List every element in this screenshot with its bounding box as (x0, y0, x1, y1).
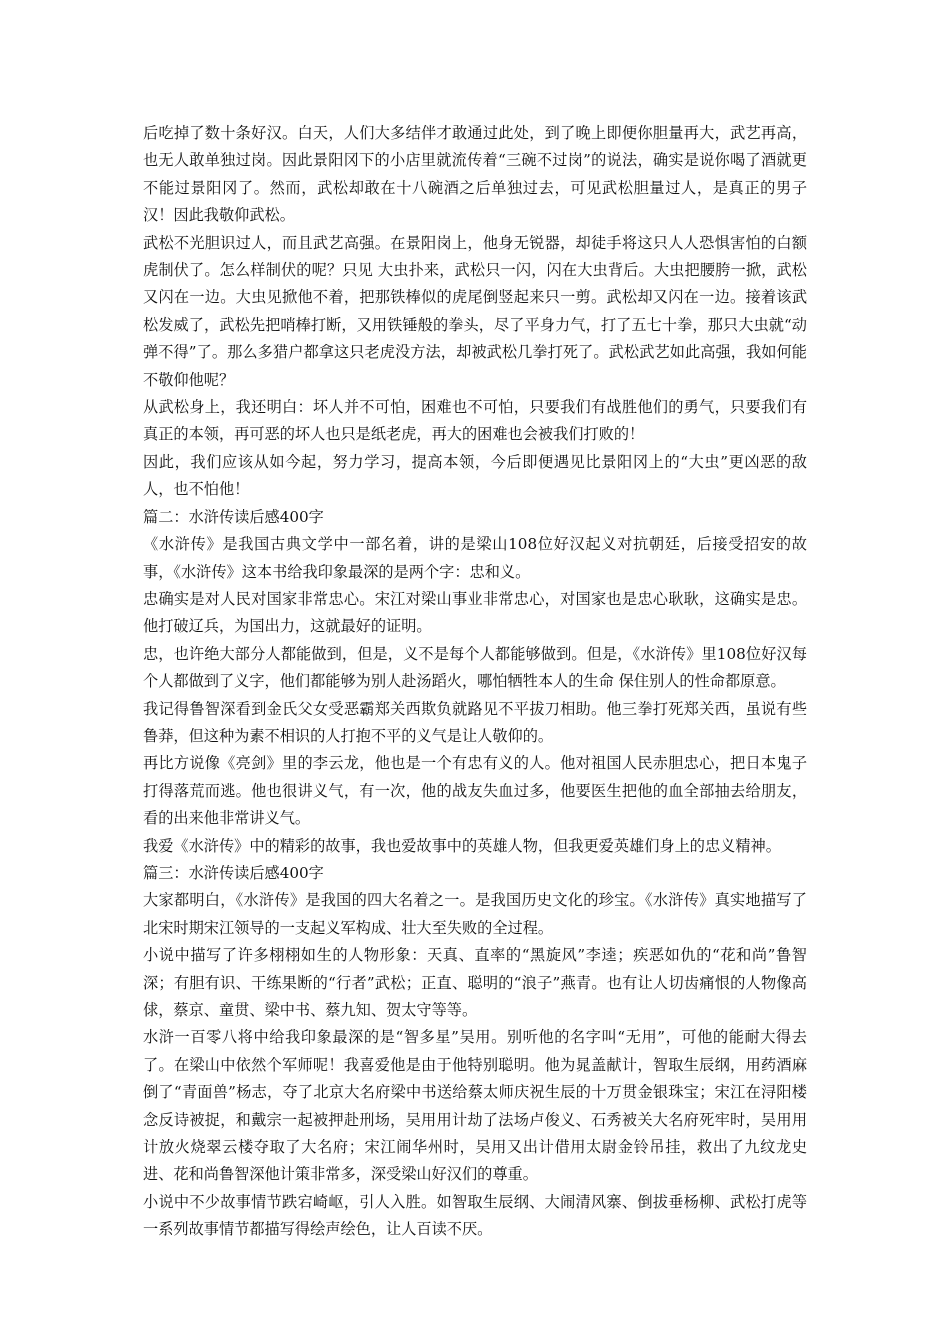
paragraph: 《水浒传》是我国古典文学中一部名着，讲的是梁山108位好汉起义对抗朝廷，后接受招安的故事，《水浒传》这本书给我印象最深的是两个字：忠和义。 (143, 535, 807, 581)
section-heading: 篇三：水浒传读后感400字 (143, 863, 324, 882)
document-body (143, 120, 807, 1244)
paragraph: 小说中描写了许多栩栩如生的人物形象：天真、直率的“黑旋风”李逵；疾恶如仇的“花和尚”鲁智深；有胆有识、干练果断的“行者”武松；正直、聪明的“浪子”燕青。也有让人切齿痛恨的人物像高俅，蔡京、童贯、梁中书、蔡九知、贺太守等等。 (143, 946, 807, 1019)
paragraph: 小说中不少故事情节跌宕崎岖，引人入胜。如智取生辰纲、大闹清风寨、倒拔垂杨柳、武松打虎等一系列故事情节都描写得绘声绘色，让人百读不厌。 (143, 1192, 807, 1239)
paragraph: 忠，也许绝大部分人都能做到，但是，义不是每个人都能够做到。但是，《水浒传》里108位好汉每个人都做到了义字，他们都能够为别人赴汤蹈火，哪怕牺牲本人的生命 保住别人的性命都原意。 (143, 644, 807, 691)
paragraph: 我记得鲁智深看到金氏父女受恶霸郑关西欺负就路见不平拔刀相助。他三拳打死郑关西，虽说有些鲁莽，但这种为素不相识的人打抱不平的义气是让人敬仰的。 (143, 699, 807, 745)
paragraph: 从武松身上，我还明白：坏人并不可怕，困难也不可怕，只要我们有战胜他们的勇气，只要我们有真正的本领，再可恶的坏人也只是纸老虎，再大的困难也会被我们打败的！ (143, 398, 807, 444)
paragraph: 再比方说像《亮剑》里的李云龙，他也是一个有忠有义的人。他对祖国人民赤胆忠心，把日本鬼子打得落荒而逃。他也很讲义气，有一次，他的战友失血过多，他要医生把他的血全部抽去给朋友，看的出来他非常讲义气。 (143, 754, 807, 828)
paragraph: 因此，我们应该从如今起，努力学习，提高本领，今后即便遇见比景阳冈上的“大虫”更凶恶的敌人，也不怕他！ (143, 452, 807, 499)
paragraph: 大家都明白，《水浒传》是我国的四大名着之一。是我国历史文化的珍宝。《水浒传》真实地描写了北宋时期宋江领导的一支起义军构成、壮大至失败的全过程。 (143, 891, 807, 937)
paragraph: 水浒一百零八将中给我印象最深的是“智多星”吴用。别听他的名字叫“无用”，可他的能耐大得去了。在梁山中依然个军师呢！我喜爱他是由于他特别聪明。他为晁盖献计，智取生辰纲，用药酒麻倒了“青面兽”杨志，夺了北京大名府梁中书送给蔡太师庆祝生辰的十万贯金银珠宝；宋江在浔阳楼念反诗被捉，和戴宗一起被押赴刑场，吴用用计劫了法场卢俊义、石秀被关大名府死牢时，吴用用计放火烧翠云楼夺取了大名府；宋江闹华州时，吴用又出计借用太尉金铃吊挂，救出了九纹龙史进、花和尚鲁智深他计策非常多，深受梁山好汉们的尊重。 (143, 1028, 807, 1184)
section-heading: 篇二：水浒传读后感400字 (143, 507, 324, 526)
paragraph: 武松不光胆识过人，而且武艺高强。在景阳岗上，他身无锐器，却徒手将这只人人恐惧害怕的白额虎制伏了。怎么样制伏的呢？只见 大虫扑来，武松只一闪，闪在大虫背后。大虫把腰胯一掀，武松又闪在一边。大虫见掀他不着，把那铁棒似的虎尾倒竖起来只一剪。武松却又闪在一边。接着该武松发威了，武松先把哨棒打断，又用铁锤般的拳头，尽了平身力气，打了五七十拳，那只大虫就“动弹不得”了。那么多猎户都拿这只老虎没方法，却被武松几拳打死了。武松武艺如此高强，我如何能不敬仰他呢？ (143, 233, 807, 389)
paragraph: 后吃掉了数十条好汉。白天，人们大多结伴才敢通过此处，到了晚上即便你胆量再大，武艺再高，也无人敢单独过岗。因此景阳冈下的小店里就流传着“三碗不过岗”的说法，确实是说你喝了酒就更不能过景阳冈了。然而，武松却敢在十八碗酒之后单独过去，可见武松胆量过人，是真正的男子汉！因此我敬仰武松。 (143, 124, 807, 225)
paragraph: 我爱《水浒传》中的精彩的故事，我也爱故事中的英雄人物，但我更爱英雄们身上的忠义精神。 (143, 836, 781, 855)
paragraph: 忠确实是对人民对国家非常忠心。宋江对梁山事业非常忠心，对国家也是忠心耿耿，这确实是忠。他打破辽兵，为国出力，这就最好的证明。 (143, 589, 807, 636)
